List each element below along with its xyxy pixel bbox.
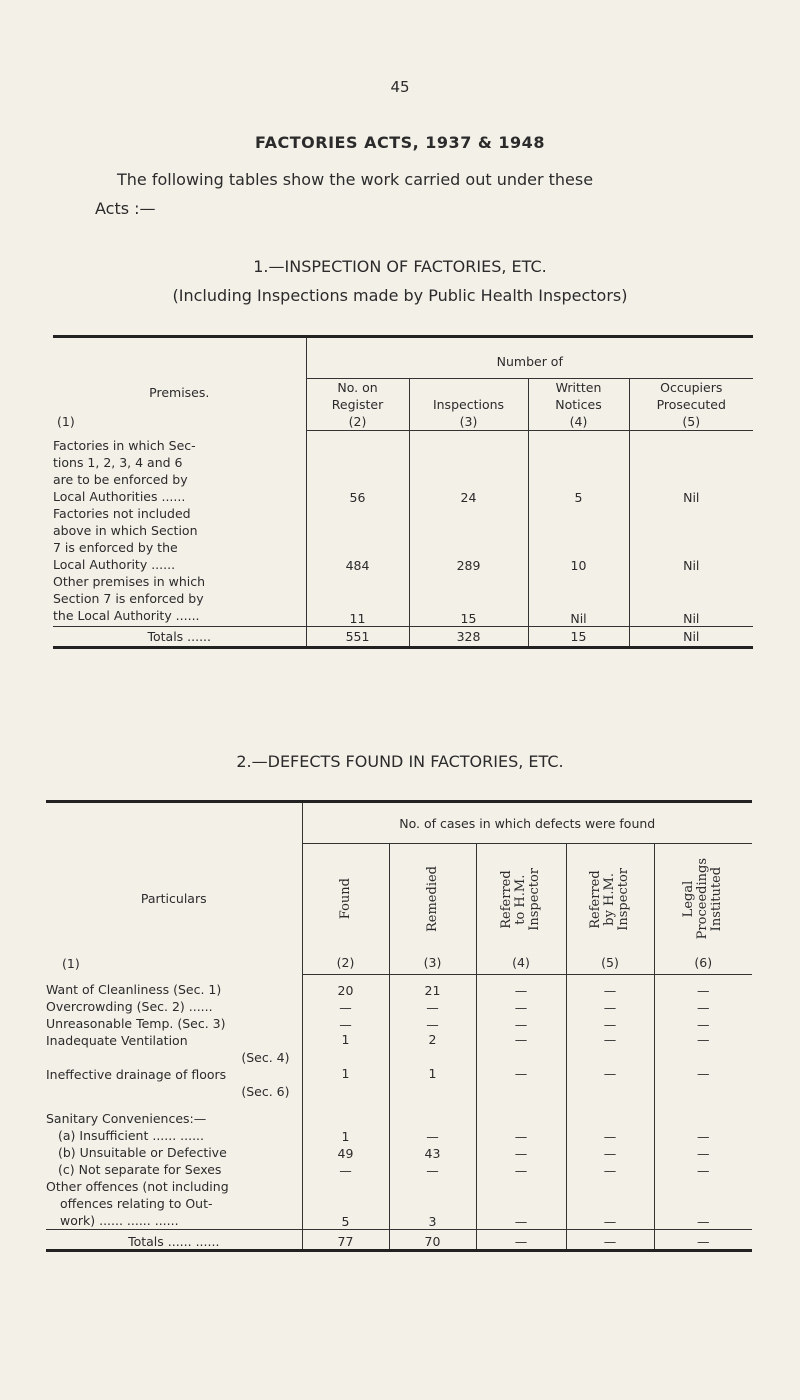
referred-to-value: —	[476, 1127, 566, 1144]
remedied-header-num: (3)	[423, 955, 442, 970]
cases-group-header: No. of cases in which defects were found	[302, 802, 752, 844]
particulars-header-label: Particulars	[140, 890, 207, 906]
remedied-value: —	[389, 1161, 476, 1178]
notices-header	[528, 379, 629, 431]
found-value: —	[302, 1161, 389, 1178]
legal-value: —	[654, 998, 752, 1015]
totals-label: Totals ......	[53, 626, 306, 647]
found-total: 77	[302, 1229, 389, 1250]
referred-by-value: —	[566, 1178, 654, 1230]
table-row	[53, 505, 753, 573]
table-row	[46, 998, 752, 1015]
found-value: 1	[302, 1066, 389, 1100]
intro-line-1: The following tables show the work carried out under these	[117, 170, 594, 189]
referred-by-total: —	[566, 1229, 654, 1250]
remedied-value: —	[389, 998, 476, 1015]
remedied-value: —	[389, 1015, 476, 1032]
referred-by-header-label: Referred by H.M. Inspector	[588, 867, 631, 931]
referred-to-value: —	[476, 1032, 566, 1066]
row-label	[46, 975, 302, 998]
remedied-value: —	[389, 1127, 476, 1144]
found-header-num: (2)	[336, 955, 355, 970]
table-row	[46, 1100, 752, 1127]
row-label-line: the Local Authority ......	[53, 607, 200, 623]
row-label	[53, 573, 306, 627]
row-label	[46, 1161, 302, 1178]
table-row	[53, 573, 753, 627]
inspections-header-label: Inspections	[432, 397, 505, 412]
row-label-line: Ineffective drainage of floors	[46, 1066, 227, 1082]
table-row	[46, 1178, 752, 1230]
legal-value	[654, 1100, 752, 1127]
row-label	[46, 998, 302, 1015]
found-header-label: Found	[337, 878, 353, 920]
legal-value: —	[654, 1015, 752, 1032]
prosecuted-header-num: (5)	[682, 414, 701, 429]
found-value: —	[302, 998, 389, 1015]
row-label	[46, 1066, 302, 1100]
referred-by-value: —	[566, 1032, 654, 1066]
prosecuted-value: Nil	[629, 505, 753, 573]
row-label	[46, 1127, 302, 1144]
section2-heading: 2.—DEFECTS FOUND IN FACTORIES, ETC.	[236, 752, 564, 771]
row-label-line: Local Authority ......	[53, 556, 176, 572]
page-number: 45	[390, 78, 410, 96]
remedied-value: 1	[389, 1066, 476, 1100]
section1-subheading: (Including Inspections made by Public Health Inspectors)	[172, 286, 628, 305]
remedied-header-label: Remedied	[424, 866, 440, 932]
referred-to-value: —	[476, 1066, 566, 1100]
referred-to-value: —	[476, 975, 566, 998]
referred-to-header-num: (4)	[512, 955, 530, 970]
found-header	[302, 844, 389, 975]
referred-by-value	[566, 1100, 654, 1127]
register-value: 484	[306, 505, 409, 573]
found-value: —	[302, 1015, 389, 1032]
referred-by-header-num: (5)	[601, 955, 619, 970]
remedied-value: 21	[389, 975, 476, 998]
row-label-line: Factories in which Sec-	[53, 437, 196, 453]
legal-total: —	[654, 1229, 752, 1250]
number-of-header: Number of	[306, 337, 753, 379]
inspection-table	[53, 335, 753, 649]
legal-value: —	[654, 1127, 752, 1144]
register-value: 56	[306, 431, 409, 505]
particulars-header	[46, 802, 302, 975]
referred-to-value: —	[476, 998, 566, 1015]
particulars-header-num: (1)	[62, 955, 80, 971]
remedied-value: 3	[389, 1178, 476, 1230]
remedied-value	[389, 1100, 476, 1127]
notices-value: 5	[528, 431, 629, 505]
found-value: 1	[302, 1032, 389, 1066]
referred-by-value: —	[566, 1144, 654, 1161]
legal-header-label: Legal Proceedings Instituted	[681, 858, 725, 940]
row-label-line: (Sec. 6)	[241, 1083, 290, 1099]
referred-by-header	[566, 844, 654, 975]
legal-header	[654, 844, 752, 975]
premises-header	[53, 337, 306, 431]
legal-value: —	[654, 1066, 752, 1100]
row-label-line: offences relating to Out-	[60, 1195, 213, 1211]
notices-header-line2: Notices	[555, 397, 602, 412]
found-value	[302, 1100, 389, 1127]
notices-value: Nil	[528, 573, 629, 627]
row-label	[46, 1100, 302, 1127]
row-label-line: are to be enforced by	[53, 471, 188, 487]
legal-value: —	[654, 1178, 752, 1230]
totals-row	[46, 1229, 752, 1250]
prosecuted-header-line1: Occupiers	[660, 380, 723, 395]
section1-heading: 1.—INSPECTION OF FACTORIES, ETC.	[253, 257, 547, 276]
table-row	[46, 1032, 752, 1066]
totals-label: Totals ...... ......	[46, 1229, 302, 1250]
register-total: 551	[306, 626, 409, 647]
referred-to-header	[476, 844, 566, 975]
row-label-line: Other offences (not including	[46, 1178, 229, 1194]
defects-table	[46, 800, 752, 1252]
row-label-line: Unreasonable Temp. (Sec. 3)	[46, 1015, 226, 1031]
table-row	[46, 1066, 752, 1100]
row-label	[53, 505, 306, 573]
referred-by-value: —	[566, 1015, 654, 1032]
found-value: 5	[302, 1178, 389, 1230]
referred-to-value: —	[476, 1161, 566, 1178]
row-label-line: (Sec. 4)	[241, 1049, 290, 1065]
table-row	[46, 1015, 752, 1032]
inspections-total: 328	[409, 626, 528, 647]
table-row	[46, 975, 752, 998]
table-row	[46, 1161, 752, 1178]
found-value: 49	[302, 1144, 389, 1161]
premises-header-label: Premises.	[149, 384, 210, 400]
notices-total: 15	[528, 626, 629, 647]
table-row	[46, 1127, 752, 1144]
row-label-line: tions 1, 2, 3, 4 and 6	[53, 454, 183, 470]
register-header-num: (2)	[348, 414, 367, 429]
legal-value: —	[654, 975, 752, 998]
referred-to-header-label: Referred to H.M. Inspector	[499, 867, 542, 931]
prosecuted-value: Nil	[629, 573, 753, 627]
inspections-header	[409, 379, 528, 431]
row-label	[46, 1178, 302, 1230]
row-label-line: Sanitary Conveniences:—	[46, 1110, 207, 1126]
referred-to-total: —	[476, 1229, 566, 1250]
remedied-total: 70	[389, 1229, 476, 1250]
notices-header-line1: Written	[555, 380, 602, 395]
row-label-line: Inadequate Ventilation	[46, 1032, 188, 1048]
referred-to-value: —	[476, 1015, 566, 1032]
notices-header-num: (4)	[569, 414, 588, 429]
page-title: FACTORIES ACTS, 1937 & 1948	[255, 133, 545, 152]
legal-value: —	[654, 1032, 752, 1066]
intro-paragraph	[95, 165, 745, 223]
prosecuted-total: Nil	[629, 626, 753, 647]
notices-value: 10	[528, 505, 629, 573]
legal-header-num: (6)	[694, 955, 713, 970]
row-label-line: Local Authorities ......	[53, 488, 186, 504]
totals-row	[53, 626, 753, 647]
found-value: 20	[302, 975, 389, 998]
premises-header-num: (1)	[57, 413, 75, 429]
row-label-line: above in which Section	[53, 522, 198, 538]
remedied-header	[389, 844, 476, 975]
found-value: 1	[302, 1127, 389, 1144]
row-label-line: Factories not included	[53, 505, 191, 521]
table-row	[53, 431, 753, 505]
referred-to-value: —	[476, 1144, 566, 1161]
remedied-value: 43	[389, 1144, 476, 1161]
row-label-line: (b) Unsuitable or Defective	[58, 1144, 227, 1160]
referred-by-value: —	[566, 975, 654, 998]
row-label-line: Other premises in which	[53, 573, 206, 589]
prosecuted-value: Nil	[629, 431, 753, 505]
row-label-line: Overcrowding (Sec. 2) ......	[46, 998, 213, 1014]
row-label-line: Section 7 is enforced by	[53, 590, 204, 606]
inspections-value: 15	[409, 573, 528, 627]
inspections-value: 289	[409, 505, 528, 573]
row-label-line: Want of Cleanliness (Sec. 1)	[46, 981, 222, 997]
row-label	[46, 1032, 302, 1066]
defects-table-body	[46, 975, 752, 1251]
table-row	[46, 1144, 752, 1161]
legal-value: —	[654, 1161, 752, 1178]
prosecuted-header	[629, 379, 753, 431]
referred-by-value: —	[566, 1066, 654, 1100]
row-label-line: (a) Insufficient ...... ......	[58, 1127, 205, 1143]
inspections-value: 24	[409, 431, 528, 505]
register-header-line1: No. on	[337, 380, 378, 395]
register-header	[306, 379, 409, 431]
referred-by-value: —	[566, 998, 654, 1015]
row-label-line: (c) Not separate for Sexes	[58, 1161, 222, 1177]
row-label	[46, 1144, 302, 1161]
intro-line-2: Acts :—	[95, 199, 156, 218]
referred-by-value: —	[566, 1161, 654, 1178]
register-header-line2: Register	[331, 397, 384, 412]
referred-to-value: —	[476, 1178, 566, 1230]
row-label	[53, 431, 306, 505]
legal-value: —	[654, 1144, 752, 1161]
referred-by-value: —	[566, 1127, 654, 1144]
prosecuted-header-line2: Prosecuted	[656, 397, 726, 412]
inspections-header-num: (3)	[459, 414, 478, 429]
remedied-value: 2	[389, 1032, 476, 1066]
row-label-line: 7 is enforced by the	[53, 539, 178, 555]
referred-to-value	[476, 1100, 566, 1127]
register-value: 11	[306, 573, 409, 627]
row-label-line: work) ...... ...... ......	[60, 1212, 179, 1228]
row-label	[46, 1015, 302, 1032]
